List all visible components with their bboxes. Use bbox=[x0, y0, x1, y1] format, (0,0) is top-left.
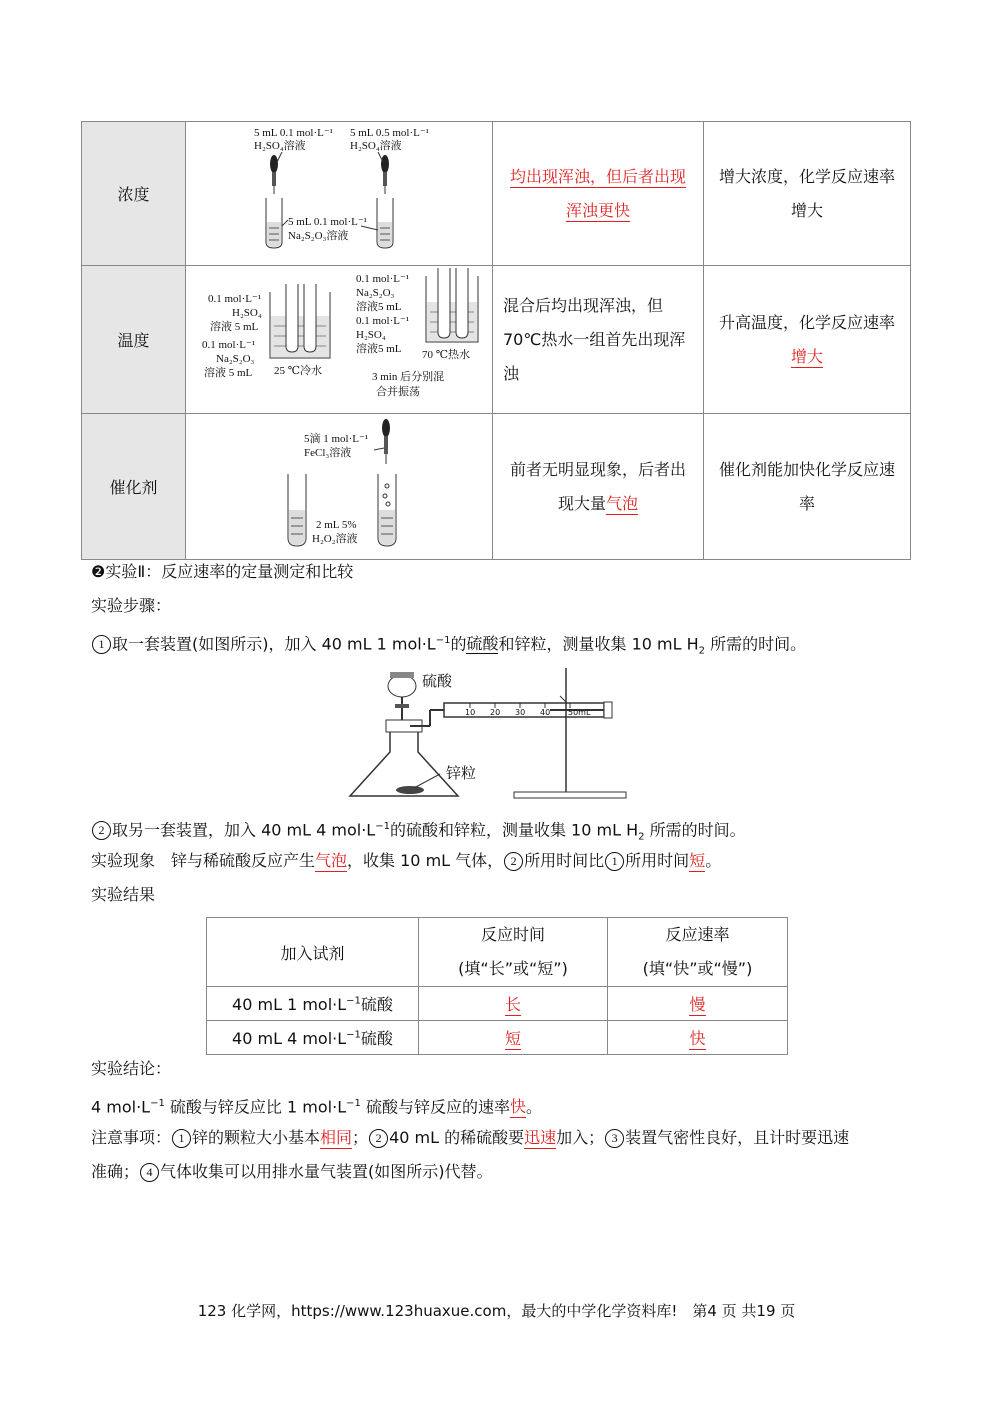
answer-text: 气泡 bbox=[315, 851, 348, 870]
text: ； bbox=[352, 1128, 369, 1147]
flask-icon bbox=[350, 710, 458, 796]
factor-cell: 催化剂 bbox=[82, 414, 186, 560]
fig-label: 70 ℃热水 bbox=[422, 349, 471, 361]
factors-table bbox=[81, 121, 911, 560]
text: 所用时间比 bbox=[524, 851, 605, 870]
phenomenon-cell bbox=[493, 414, 704, 560]
test-tube-icon bbox=[377, 198, 393, 248]
text: 硫酸与锌反应的速率 bbox=[360, 1097, 510, 1117]
answer-text: 增大 bbox=[790, 346, 823, 366]
phenomenon-cell: 混合后均出现浑浊，但70℃热水一组首先出现浑浊 bbox=[493, 266, 704, 414]
answer-text: 慢 bbox=[689, 995, 706, 1014]
tick-label: 20 bbox=[490, 708, 501, 717]
reagent-cell bbox=[207, 1021, 419, 1055]
answer-text: 快 bbox=[509, 1097, 526, 1117]
fig-label: H₂SO₄ bbox=[232, 307, 262, 319]
fig-label: FeCl₃溶液 bbox=[304, 447, 352, 459]
fig-label: 溶液5 mL bbox=[356, 301, 402, 313]
answer-text: 均出现浑浊，但后者出现浑浊更快 bbox=[509, 166, 686, 220]
beaker-icon bbox=[270, 284, 330, 358]
test-tube-icon bbox=[378, 474, 396, 546]
fig-label: H₂SO₄溶液 bbox=[254, 140, 306, 152]
rate-cell bbox=[608, 1021, 788, 1055]
text: 准确； bbox=[91, 1162, 140, 1181]
test-tube-icon bbox=[288, 474, 306, 546]
row-catalyst bbox=[82, 414, 911, 560]
rate-cell bbox=[608, 987, 788, 1021]
apparatus-figure bbox=[340, 660, 640, 805]
text: 。 bbox=[705, 851, 722, 870]
catalyst-figure bbox=[186, 414, 493, 560]
fig-label: 0.1 mol·L⁻¹ bbox=[208, 293, 262, 305]
text: 取一套装置(如图所示)，加入 40 mL 1 mol·L bbox=[112, 634, 436, 654]
beaker-icon bbox=[426, 268, 478, 342]
text: 加入； bbox=[556, 1128, 605, 1147]
text: 锌的颗粒大小基本 bbox=[192, 1128, 321, 1147]
fig-label: 溶液5 mL bbox=[356, 343, 402, 355]
header-text: 反应速率 bbox=[665, 925, 730, 944]
temperature-figure bbox=[186, 266, 493, 414]
text: 的硫酸和锌粒，测量收集 10 mL H bbox=[389, 820, 639, 840]
conclusion-cell bbox=[704, 266, 911, 414]
text: 取另一套装置，加入 40 mL 4 mol·L bbox=[112, 820, 376, 840]
fig-label: 0.1 mol·L⁻¹ bbox=[356, 315, 410, 327]
fig-label: 溶液 5 mL bbox=[210, 321, 259, 333]
fig-label: 5滴 1 mol·L⁻¹ bbox=[304, 433, 369, 445]
header-text: (填“长”或“短”) bbox=[458, 959, 568, 978]
text: 气体收集可以用排水量气装置(如图所示)代替。 bbox=[160, 1162, 493, 1181]
text: 所需的时间。 bbox=[644, 820, 746, 840]
fig-label: 25 ℃冷水 bbox=[274, 365, 323, 377]
text: 所需的时间。 bbox=[705, 634, 807, 654]
conclusion-text: 升高温度，化学反应速率 bbox=[718, 312, 895, 332]
steps-label: 实验步骤： bbox=[91, 596, 172, 615]
text: 2 bbox=[698, 645, 706, 657]
fig-label: 0.1 mol·L⁻¹ bbox=[356, 273, 410, 285]
text: 注意事项： bbox=[91, 1128, 172, 1147]
text: 40 mL 的稀硫酸要 bbox=[389, 1128, 525, 1147]
result-table bbox=[206, 917, 788, 1055]
circled-number: 1 bbox=[172, 1129, 191, 1148]
tick-label: 40 bbox=[540, 708, 551, 717]
concentration-figure bbox=[186, 122, 493, 266]
fig-label: H₂SO₄溶液 bbox=[350, 140, 402, 152]
phenomenon-cell bbox=[493, 122, 704, 266]
acid-label: 硫酸 bbox=[422, 672, 453, 690]
conclusion-line bbox=[91, 1094, 542, 1117]
text: −1 bbox=[435, 635, 451, 646]
row-concentration bbox=[82, 122, 911, 266]
fig-label: H₂O₂溶液 bbox=[312, 533, 358, 545]
dropper-icon bbox=[374, 419, 390, 464]
answer-text: 迅速 bbox=[524, 1128, 557, 1147]
table-header-row bbox=[207, 918, 788, 987]
phenomenon-text: 前者无明显现象，后者出现大量 bbox=[509, 459, 686, 513]
fig-label: 合并振荡 bbox=[376, 386, 420, 398]
tick-label: 30 bbox=[515, 708, 526, 717]
step-2 bbox=[91, 817, 746, 848]
conclusion-cell: 增大浓度，化学反应速率增大 bbox=[704, 122, 911, 266]
row-temperature bbox=[82, 266, 911, 414]
text: 40 mL 4 mol·L bbox=[232, 1029, 347, 1048]
fig-label: Na₂S₂O₃ bbox=[356, 287, 395, 299]
fig-label: Na₂S₂O₃溶液 bbox=[288, 230, 349, 242]
answer-text: 快 bbox=[689, 1029, 706, 1048]
circled-number: 2 bbox=[369, 1129, 388, 1148]
header-cell: 加入试剂 bbox=[207, 918, 419, 987]
fig-label: Na₂S₂O₃ bbox=[216, 353, 255, 365]
table-row bbox=[207, 1021, 788, 1055]
fig-label: 2 mL 5% bbox=[316, 519, 357, 531]
text: 40 mL 1 mol·L bbox=[232, 995, 347, 1014]
zinc-label: 锌粒 bbox=[446, 764, 477, 782]
fig-label: 5 mL 0.1 mol·L⁻¹ bbox=[254, 127, 333, 139]
fig-label: 5 mL 0.1 mol·L⁻¹ bbox=[288, 216, 367, 228]
table-row bbox=[207, 987, 788, 1021]
step-1 bbox=[91, 631, 806, 662]
text: 的 bbox=[450, 634, 467, 654]
tick-label: 50mL bbox=[568, 708, 591, 717]
circled-number: 3 bbox=[605, 1129, 624, 1148]
conclusion-cell: 催化剂能加快化学反应速率 bbox=[704, 414, 911, 560]
header-cell bbox=[608, 918, 788, 987]
answer-text: 短 bbox=[504, 1029, 521, 1048]
phenomenon-line bbox=[91, 851, 721, 871]
answer-text: 短 bbox=[689, 851, 706, 870]
text: 所用时间 bbox=[625, 851, 690, 870]
stand-icon bbox=[514, 668, 626, 798]
test-tube-icon bbox=[266, 198, 282, 248]
dropper-icon bbox=[378, 152, 389, 194]
fig-label: 溶液 5 mL bbox=[204, 367, 253, 379]
notes-line-2 bbox=[91, 1162, 493, 1182]
fig-label: H₂SO₄ bbox=[356, 329, 386, 341]
circled-number: 4 bbox=[140, 1163, 159, 1182]
time-cell bbox=[419, 987, 608, 1021]
answer-text: 气泡 bbox=[606, 493, 639, 513]
tick-label: 10 bbox=[465, 708, 476, 717]
text: 4 mol·L bbox=[91, 1097, 151, 1117]
text: 和锌粒，测量收集 10 mL H bbox=[498, 634, 699, 654]
fig-label: 3 min 后分别混 bbox=[372, 371, 445, 383]
text: ，收集 10 mL 气体， bbox=[347, 851, 504, 870]
header-text: 反应时间 bbox=[480, 925, 545, 944]
text: −1 bbox=[346, 1029, 361, 1041]
text: 。 bbox=[525, 1097, 542, 1117]
result-label: 实验结果 bbox=[91, 885, 156, 904]
text: 装置气密性良好，且计时要迅速 bbox=[625, 1128, 850, 1147]
time-cell bbox=[419, 1021, 608, 1055]
text: −1 bbox=[346, 995, 361, 1007]
text: 硫酸 bbox=[466, 634, 499, 654]
header-text: (填“快”或“慢”) bbox=[642, 959, 753, 978]
text: 2 bbox=[638, 831, 645, 843]
conclusion-label: 实验结论： bbox=[91, 1059, 172, 1078]
circled-number: 1 bbox=[605, 852, 624, 871]
page-footer: 123 化学网，https://www.123huaxue.com，最大的中学化学资料库! 第4 页 共19 页 bbox=[197, 1302, 796, 1320]
text: 硫酸 bbox=[360, 995, 393, 1014]
text: 实验现象 锌与稀硫酸反应产生 bbox=[91, 851, 316, 870]
section-title: ❷实验Ⅱ：反应速率的定量测定和比较 bbox=[91, 562, 354, 581]
factor-cell: 浓度 bbox=[82, 122, 186, 266]
text: 硫酸 bbox=[360, 1029, 393, 1048]
answer-text: 相同 bbox=[320, 1128, 353, 1147]
answer-text: 长 bbox=[504, 995, 521, 1014]
text: −1 bbox=[150, 1098, 165, 1109]
text: −1 bbox=[346, 1098, 361, 1109]
circled-number: 2 bbox=[92, 821, 111, 840]
circled-number: 1 bbox=[92, 635, 111, 654]
funnel-icon bbox=[388, 672, 416, 720]
header-cell bbox=[419, 918, 608, 987]
circled-number: 2 bbox=[504, 852, 523, 871]
fig-label: 0.1 mol·L⁻¹ bbox=[202, 339, 256, 351]
text: −1 bbox=[375, 821, 390, 832]
factor-cell: 温度 bbox=[82, 266, 186, 414]
text: 硫酸与锌反应比 1 mol·L bbox=[164, 1097, 347, 1117]
notes-line-1 bbox=[91, 1128, 849, 1148]
fig-label: 5 mL 0.5 mol·L⁻¹ bbox=[350, 127, 429, 139]
reagent-cell bbox=[207, 987, 419, 1021]
dropper-icon bbox=[270, 152, 282, 194]
